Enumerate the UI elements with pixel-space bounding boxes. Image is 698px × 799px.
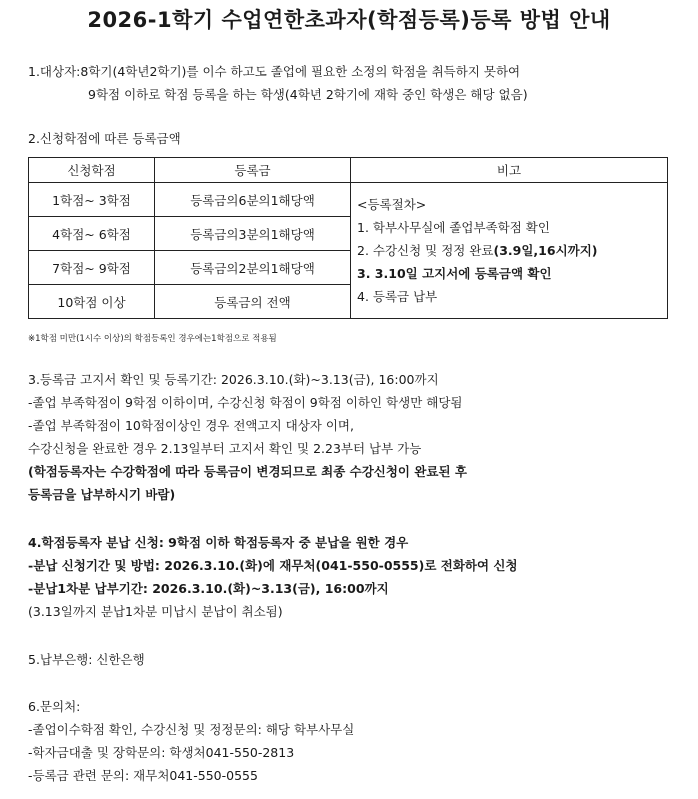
target-line-1: 1.대상자:8학기(4학년2학기)를 이수 하고도 졸업에 필요한 소정의 학점을 취득하지 못하여 bbox=[28, 64, 521, 79]
fee-cell: 등록금의3분의1해당액 bbox=[155, 217, 351, 251]
fee-cell: 등록금의 전액 bbox=[155, 285, 351, 319]
billing-period-line: 3.등록금 고지서 확인 및 등록기간: 2026.3.10.(화)~3.13(금), 16:00까지 bbox=[28, 372, 439, 387]
registration-procedure-cell bbox=[351, 183, 668, 319]
procedure-step-1: 1. 학부사무실에 졸업부족학점 확인 bbox=[357, 220, 550, 235]
installment-heading: 4.학점등록자 분납 신청: 9학점 이하 학점등록자 중 분납을 원한 경우 bbox=[28, 535, 409, 550]
fee-cell: 등록금의2분의1해당액 bbox=[155, 251, 351, 285]
billing-condition-line-3: 수강신청을 완료한 경우 2.13일부터 고지서 확인 및 2.23부터 납부 가능 bbox=[28, 441, 422, 456]
procedure-step-4: 4. 등록금 납부 bbox=[357, 289, 438, 304]
installment-payment-line: -분납1차분 납부기간: 2026.3.10.(화)~3.13(금), 16:00까지 bbox=[28, 581, 389, 596]
header-remarks: 비고 bbox=[351, 158, 668, 183]
billing-condition-line-2: -졸업 부족학점이 10학점이상인 경우 전액고지 대상자 이며, bbox=[28, 418, 354, 433]
credits-cell: 10학점 이상 bbox=[29, 285, 155, 319]
header-credits: 신청학점 bbox=[29, 158, 155, 183]
contact-line-1: -졸업이수학점 확인, 수강신청 및 정정문의: 해당 학부사무실 bbox=[28, 722, 355, 737]
contact-heading: 6.문의처: bbox=[28, 699, 81, 714]
procedure-step-3: 3. 3.10일 고지서에 등록금액 확인 bbox=[357, 266, 552, 281]
billing-notice-line-2: 등록금을 납부하시기 바람) bbox=[28, 487, 176, 502]
procedure-heading: <등록절차> bbox=[357, 197, 427, 212]
installment-apply-line: -분납 신청기간 및 방법: 2026.3.10.(화)에 재무처(041-550-0555)로 전화하여 신청 bbox=[28, 558, 518, 573]
billing-condition-line-1: -졸업 부족학점이 9학점 이하이며, 수강신청 학점이 9학점 이하인 학생만 해당됨 bbox=[28, 395, 463, 410]
target-line-2: 9학점 이하로 학점 등록을 하는 학생(4학년 2학기에 재학 중인 학생은 해당 없음) bbox=[88, 87, 528, 102]
fee-table-header-row bbox=[29, 158, 668, 183]
table-footnote: ※1학점 미만(1시수 이상)의 학점등록인 경우에는1학점으로 적용됨 bbox=[28, 334, 277, 344]
contact-line-2: -학자금대출 및 장학문의: 학생처041-550-2813 bbox=[28, 745, 295, 760]
procedure-step-2-text: 2. 수강신청 및 정정 완료 bbox=[357, 243, 494, 258]
installment-cancel-note: (3.13일까지 분납1차분 미납시 분납이 취소됨) bbox=[28, 604, 283, 619]
credits-cell: 1학점~ 3학점 bbox=[29, 183, 155, 217]
procedure-step-2 bbox=[357, 239, 667, 262]
fee-cell: 등록금의6분의1해당액 bbox=[155, 183, 351, 217]
table-row bbox=[29, 183, 668, 217]
fee-table bbox=[28, 157, 668, 319]
page-title: 2026-1학기 수업연한초과자(학점등록)등록 방법 안내 bbox=[87, 8, 611, 32]
credits-cell: 4학점~ 6학점 bbox=[29, 217, 155, 251]
procedure-step-2-deadline: (3.9일,16시까지) bbox=[493, 243, 598, 258]
header-fee: 등록금 bbox=[155, 158, 351, 183]
billing-notice-line-1: (학점등록자는 수강학점에 따라 등록금이 변경되므로 최종 수강신청이 완료된 후 bbox=[28, 464, 468, 479]
bank-line: 5.납부은행: 신한은행 bbox=[28, 652, 145, 667]
contact-line-3: -등록금 관련 문의: 재무처041-550-0555 bbox=[28, 768, 258, 783]
credits-cell: 7학점~ 9학점 bbox=[29, 251, 155, 285]
fee-section-heading: 2.신청학점에 따른 등록금액 bbox=[28, 131, 181, 146]
